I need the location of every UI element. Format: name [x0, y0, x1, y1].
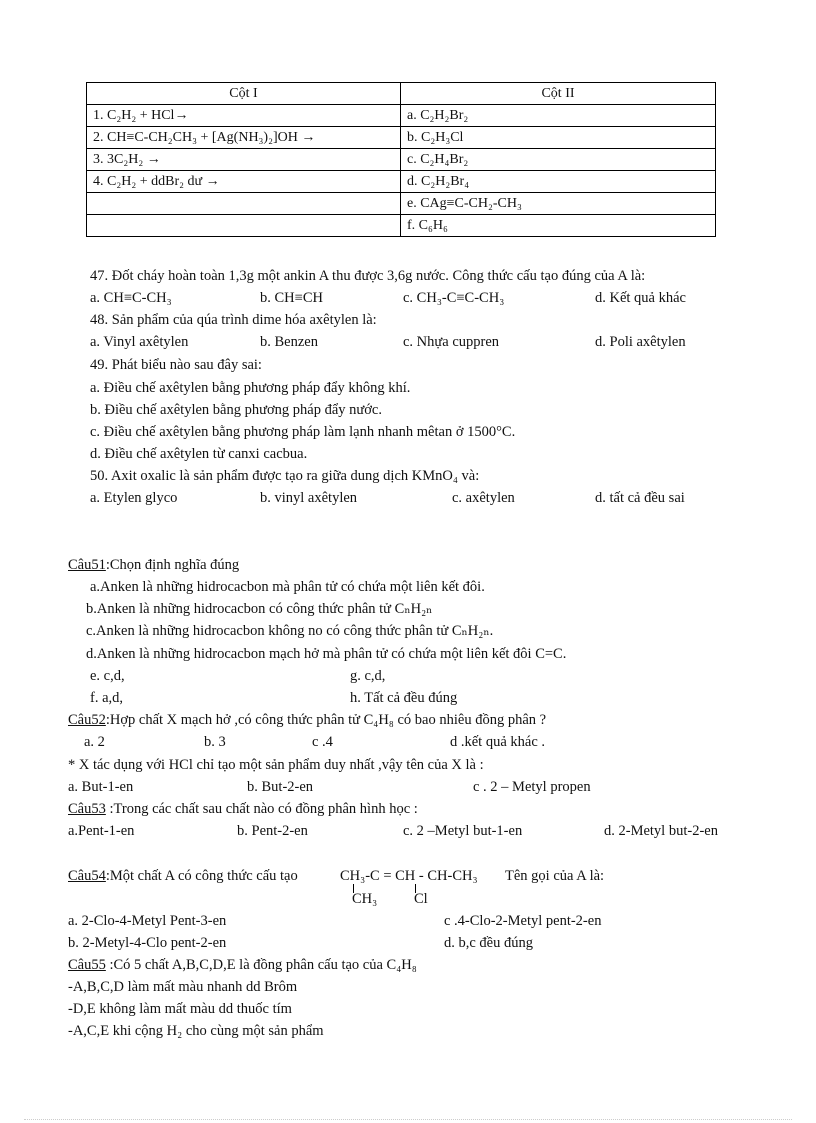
table-row: [87, 193, 716, 215]
q47-option-c: c. CH₃-C≡C-CH₃: [403, 290, 505, 306]
q51-option-c: c.Anken là những hidrocacbon không no có công thức phân tử CₙH₂ₙ.: [86, 623, 494, 639]
question-52-sub-stem: * X tác dụng với HCl chỉ tạo một sản phẩm duy nhất ,vậy tên của X là :: [68, 757, 484, 773]
table-cell: d. C₂H₂Br₄: [401, 171, 716, 193]
table-row: [87, 149, 716, 171]
q52-sub-option-b: b. But-2-en: [247, 779, 314, 795]
table-cell: c. C₂H₄Br₂: [401, 149, 716, 171]
q50-option-a: a. Etylen glyco: [90, 490, 178, 506]
formula-branch-cl: Cl: [414, 891, 428, 907]
q50-option-d: d. tất cả đều sai: [595, 490, 685, 506]
table-cell: [87, 215, 401, 237]
question-54-tail: Tên gọi của A là:: [505, 868, 605, 884]
q52-option-b: b. 3: [204, 734, 226, 750]
question-53-label: Câu53: [68, 801, 106, 817]
table-cell: 1. C₂H₂ + HCl→: [87, 105, 401, 127]
table-row: [87, 171, 716, 193]
table-cell: [87, 193, 401, 215]
q49-option-d: d. Điều chế axêtylen từ canxi cacbua.: [90, 446, 308, 462]
table-cell: a. C₂H₂Br₂: [401, 105, 716, 127]
q47-option-b: b. CH≡CH: [260, 290, 323, 306]
q48-option-b: b. Benzen: [260, 334, 318, 350]
q54-option-b: b. 2-Metyl-4-Clo pent-2-en: [68, 935, 227, 951]
q53-option-d: d. 2-Metyl but-2-en: [604, 823, 718, 839]
table-row: [87, 215, 716, 237]
q49-option-c: c. Điều chế axêtylen bằng phương pháp làm lạnh nhanh mêtan ở 1500°C.: [90, 424, 516, 440]
q52-option-a: a. 2: [84, 734, 105, 750]
table-header-row: [87, 83, 716, 105]
table-cell: 4. C₂H₂ + ddBr₂ dư →: [87, 171, 401, 193]
question-49-stem: 49. Phát biểu nào sau đây sai:: [90, 357, 262, 373]
question-55-label: Câu55: [68, 957, 106, 973]
q50-option-b: b. vinyl axêtylen: [260, 490, 358, 506]
q48-option-c: c. Nhựa cuppren: [403, 334, 500, 350]
q53-option-b: b. Pent-2-en: [237, 823, 308, 839]
q52-option-d: d .kết quả khác .: [450, 734, 546, 750]
q51-combo-f: f. a,d,: [90, 690, 124, 706]
q55-condition-2: -D,E không làm mất màu dd thuốc tím: [68, 1001, 292, 1017]
q54-option-d: d. b,c đều đúng: [444, 935, 533, 951]
q54-option-a: a. 2-Clo-4-Metyl Pent-3-en: [68, 913, 227, 929]
question-52-stem: Câu52:Hợp chất X mạch hở ,có công thức phân tử C₄H₈ có bao nhiêu đồng phân ?: [68, 712, 547, 728]
question-47-stem: 47. Đốt cháy hoàn toàn 1,3g một ankin A thu được 3,6g nước. Công thức cấu tạo đúng của A là:: [90, 268, 646, 284]
column-1-header: Cột I: [87, 83, 401, 105]
question-48-stem: 48. Sản phẩm của qúa trình dime hóa axêtylen là:: [90, 312, 377, 328]
q52-sub-option-c: c . 2 – Metyl propen: [473, 779, 591, 795]
question-54-label: Câu54: [68, 868, 106, 884]
q52-sub-option-a: a. But-1-en: [68, 779, 134, 795]
q47-option-d: d. Kết quả khác: [595, 290, 686, 306]
q49-option-a: a. Điều chế axêtylen bằng phương pháp đẩy không khí.: [90, 380, 411, 396]
table-cell: e. CAg≡C-CH₂-CH₃: [401, 193, 716, 215]
q48-option-d: d. Poli axêtylen: [595, 334, 686, 350]
q51-option-a: a.Anken là những hidrocacbon mà phân tử có chứa một liên kết đôi.: [90, 579, 485, 595]
table-cell: 2. CH≡C-CH₂CH₃ + [Ag(NH₃)₂]OH →: [87, 127, 401, 149]
table-cell: f. C₆H₆: [401, 215, 716, 237]
q47-option-a: a. CH≡C-CH₃: [90, 290, 172, 306]
question-51-label: Câu51: [68, 557, 106, 573]
structural-formula: CH₃-C = CH - CH-CH₃: [340, 868, 478, 884]
question-50-stem: 50. Axit oxalic là sản phẩm được tạo ra giữa dung dịch KMnO₄ và:: [90, 468, 480, 484]
formula-branch-ch3: CH₃: [352, 891, 378, 907]
q54-option-c: c .4-Clo-2-Metyl pent-2-en: [444, 913, 602, 929]
question-55-stem: Câu55 :Có 5 chất A,B,C,D,E là đồng phân cấu tạo của C₄H₈: [68, 957, 417, 973]
q51-combo-h: h. Tất cả đều đúng: [350, 690, 458, 706]
table-cell: 3. 3C₂H₂ →: [87, 149, 401, 171]
question-53-stem: Câu53 :Trong các chất sau chất nào có đồng phân hình học :: [68, 801, 418, 817]
question-51-stem: Câu51:Chọn định nghĩa đúng: [68, 557, 240, 573]
q51-option-d: d.Anken là những hidrocacbon mạch hở mà phân tử có chứa một liên kết đôi C=C.: [86, 646, 567, 662]
table-row: [87, 127, 716, 149]
page-bottom-divider: [24, 1119, 792, 1120]
question-54-stem: Câu54:Một chất A có công thức cấu tạo: [68, 868, 298, 884]
table-cell: b. C₂H₃Cl: [401, 127, 716, 149]
q50-option-c: c. axêtylen: [452, 490, 515, 506]
table-row: [87, 105, 716, 127]
q52-option-c: c .4: [312, 734, 333, 750]
q51-combo-g: g. c,d,: [350, 668, 386, 684]
q55-condition-3: -A,C,E khi cộng H₂ cho cùng một sản phẩm: [68, 1023, 324, 1039]
q49-option-b: b. Điều chế axêtylen bằng phương pháp đẩy nước.: [90, 402, 382, 418]
q51-option-b: b.Anken là những hidrocacbon có công thức phân tử CₙH₂ₙ: [86, 601, 433, 617]
q51-combo-e: e. c,d,: [90, 668, 125, 684]
q55-condition-1: -A,B,C,D làm mất màu nhanh dd Brôm: [68, 979, 298, 995]
q48-option-a: a. Vinyl axêtylen: [90, 334, 189, 350]
q53-option-a: a.Pent-1-en: [68, 823, 135, 839]
matching-table: [86, 82, 716, 237]
column-2-header: Cột II: [401, 83, 716, 105]
question-52-label: Câu52: [68, 712, 106, 728]
q53-option-c: c. 2 –Metyl but-1-en: [403, 823, 523, 839]
